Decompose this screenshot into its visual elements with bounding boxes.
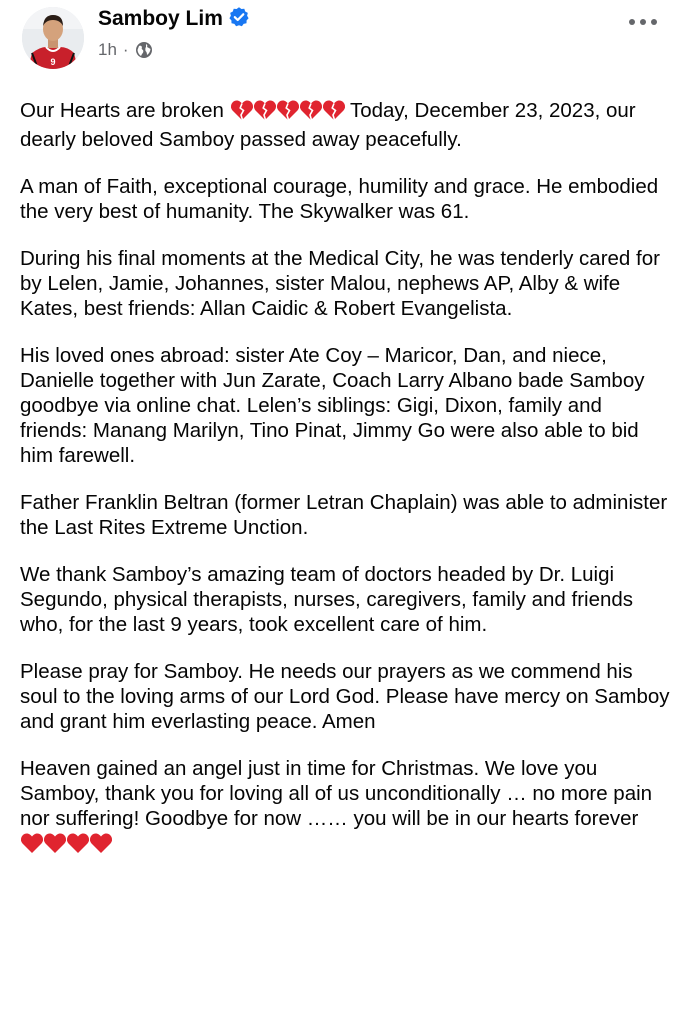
broken-heart-icon (230, 99, 254, 121)
post-meta (98, 40, 153, 60)
more-options-icon (628, 18, 658, 26)
broken-hearts-row (230, 99, 345, 127)
post-paragraph-6: We thank Samboy’s amazing team of doctors headed by Dr. Luigi Segundo, physical therapists, nurses, caregivers, family and friends who, for the last 9 years, took excellent care of him. (20, 563, 639, 636)
red-heart-icon (89, 832, 113, 854)
globe-icon[interactable] (135, 41, 153, 59)
post-paragraph-2: A man of Faith, exceptional courage, humility and grace. He embodied the very best of humanity. The Skywalker was 61. (20, 175, 664, 223)
red-heart-icon (66, 832, 90, 854)
red-heart-icon (20, 832, 44, 854)
avatar-image (22, 7, 84, 69)
post-paragraph-4: His loved ones abroad: sister Ate Coy – Maricor, Dan, and niece, Danielle together with Jun Zarate, Coach Larry Albano bade Samboy goodbye via online chat. Lelen’s siblings: Gigi, Dixon, family and friends: Manang Marilyn, Tino Pinat, Jimmy Go were also able to bid him farewell. (20, 344, 651, 467)
post-body (20, 98, 676, 882)
post-header (0, 0, 686, 90)
red-heart-icon (43, 832, 67, 854)
paragraph-1-text-end: Today, December 23, 2023, our dearly beloved Samboy passed away peacefully. (20, 99, 642, 151)
post-paragraph-5: Father Franklin Beltran (former Letran Chaplain) was able to administer the Last Rites Extreme Unction. (20, 491, 673, 539)
red-hearts-row (20, 832, 112, 860)
verified-badge-icon (228, 6, 250, 28)
post-paragraph-3: During his final moments at the Medical City, he was tenderly cared for by Lelen, Jamie, Johannes, sister Malou, nephews AP, Alby & wife Kates, best friends: Allan Caidic & Robert Evangelista. (20, 247, 666, 320)
paragraph-8-text: Heaven gained an angel just in time for Christmas. We love you Samboy, thank you for loving all of us unconditionally … no more pain nor suffering! Goodbye for now …… you will be in our hearts forever (20, 757, 658, 830)
avatar[interactable] (22, 7, 84, 69)
paragraph-1-text-start: Our Hearts are broken (20, 99, 230, 122)
post-paragraph-1 (20, 98, 672, 152)
broken-heart-icon (253, 99, 277, 121)
more-options-button[interactable] (624, 10, 662, 34)
broken-heart-icon (276, 99, 300, 121)
post-paragraph-7: Please pray for Samboy. He needs our prayers as we commend his soul to the loving arms of our Lord God. Please have mercy on Samboy and grant him everlasting peace. Amen (20, 660, 676, 733)
post-paragraph-8 (20, 756, 672, 860)
broken-heart-icon (299, 99, 323, 121)
broken-heart-icon (322, 99, 346, 121)
author-name[interactable]: Samboy Lim (98, 7, 223, 30)
jersey-number: 9 (50, 57, 56, 67)
post-time[interactable]: 1h (98, 40, 117, 59)
author-name-row (98, 6, 250, 31)
meta-separator: · (122, 40, 129, 59)
